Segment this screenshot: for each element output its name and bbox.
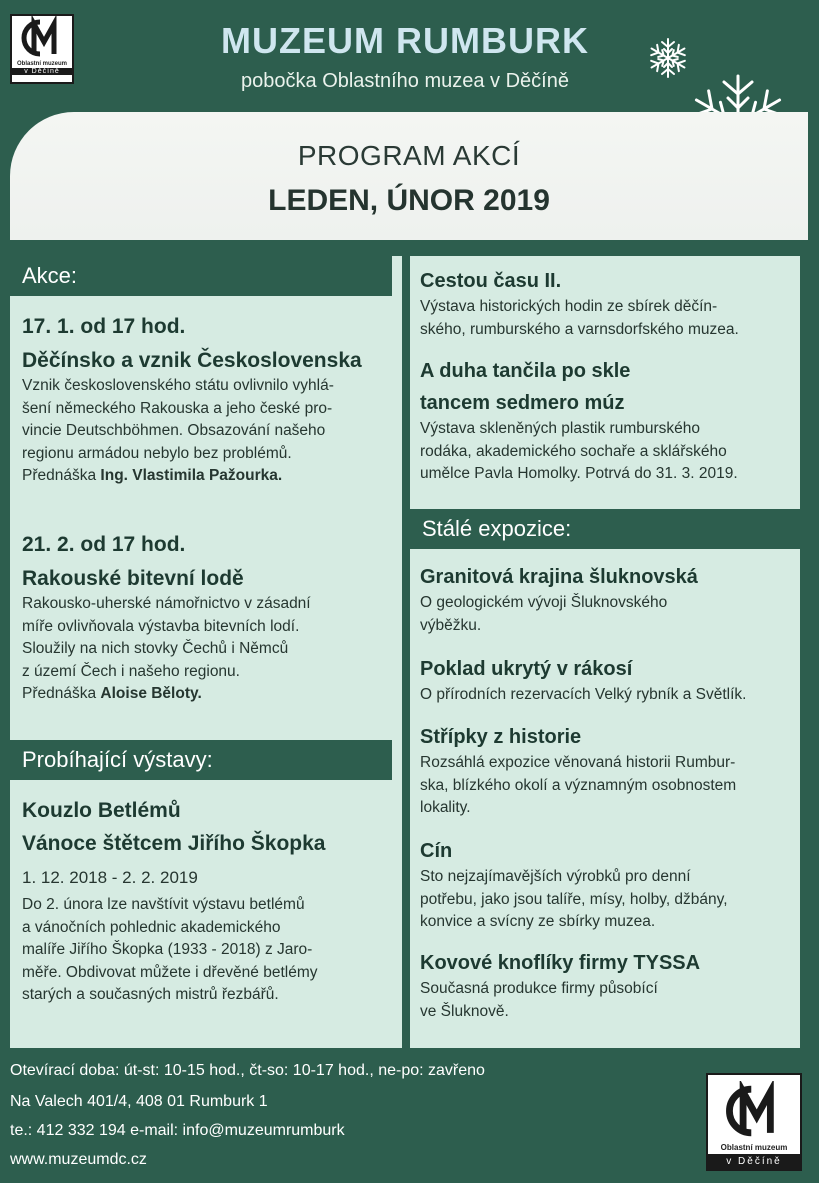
museum-title: MUZEUM RUMBURK [221, 20, 589, 61]
contact: te.: 412 332 194 e-mail: info@muzeumrumburk [10, 1122, 345, 1139]
exhibition-text [420, 418, 795, 486]
om-logo-icon [10, 14, 74, 84]
expo-poklad [420, 654, 800, 707]
event-date: 17. 1. od 17 hod. [22, 315, 186, 338]
snowflake-icon [646, 36, 690, 80]
expo-text [420, 684, 800, 707]
program-title: PROGRAM AKCÍ [297, 140, 521, 171]
expo-text-line: Současná produkce firmy působící [420, 980, 658, 997]
event-text [22, 593, 397, 706]
expo-text-line: O geologickém vývoji Šluknovského [420, 594, 668, 611]
expo-text-line: potřebu, jako jsou talíře, mísy, holby, džbány, [420, 890, 728, 908]
website-link[interactable]: www.muzeumdc.cz [10, 1151, 147, 1168]
event-text-line: Vznik československého státu ovlivnilo vyhlá- [22, 377, 334, 394]
program-banner [10, 112, 808, 240]
opening-hours: Otevírací doba: út-st: 10-15 hod., čt-so: 10-17 hod., ne-po: zavřeno [10, 1062, 485, 1079]
event-text-line: regionu armádou nebylo bez problémů. [22, 444, 292, 462]
logo-line-1: Oblastní muzeum [720, 1143, 788, 1152]
expo-text-line: O přírodních rezervacích Velký rybník a Světlík. [420, 686, 747, 703]
event-lecture [22, 465, 397, 488]
event-date: 21. 2. od 17 hod. [22, 533, 186, 556]
header [0, 0, 819, 110]
expo-text-line: ve Šluknově. [420, 1002, 509, 1020]
exhibition-text-line: měře. Obdivovat můžete i dřevěné betlémy [22, 963, 318, 981]
om-logo-mark [18, 16, 66, 60]
expo-text [420, 866, 795, 934]
exhibition-cestou-casu [420, 266, 795, 341]
event-text [22, 375, 397, 488]
current-exhibition [22, 796, 397, 1007]
expo-text-line: výběžku. [420, 616, 482, 634]
lecture-prefix: Přednáška [22, 467, 101, 484]
exhibition-title: A duha tančila po skle [420, 360, 631, 382]
om-logo-icon [706, 1073, 802, 1171]
event-text-line: šení německého Rakouska a jeho české pro- [22, 399, 333, 417]
om-logo-mark [718, 1081, 790, 1141]
exhibition-dates: 1. 12. 2018 - 2. 2. 2019 [22, 868, 198, 887]
museum-subtitle: pobočka Oblastního muzea v Děčíně [241, 70, 569, 92]
expo-title: Granitová krajina šluknovská [420, 566, 698, 588]
event-text-line: míře ovlivňovala výstavba bitevních lodí. [22, 617, 300, 635]
expo-granit [420, 562, 795, 637]
expo-text [420, 978, 795, 1023]
expo-title: Střípky z historie [420, 726, 582, 748]
logo-line-1: Oblastní muzeum [16, 61, 67, 67]
exhibition-text-line: starých a současných mistrů řezbářů. [22, 986, 279, 1003]
lecturer-name: Ing. Vlastimila Pažourka. [100, 467, 283, 484]
expo-text-line: lokality. [420, 799, 471, 816]
event-2 [22, 532, 397, 706]
program-period: LEDEN, ÚNOR 2019 [268, 184, 550, 217]
lecturer-name: Aloise Běloty. [100, 685, 202, 702]
event-text-line: z území Čech i našeho regionu. [22, 662, 240, 680]
expo-text-line: konvice a svícny ze sbírky muzea. [420, 913, 656, 930]
expo-title: Poklad ukrytý v rákosí [420, 658, 633, 680]
logo-line-2: v Děčíně [708, 1154, 800, 1169]
event-text-line: Sloužily na nich stovky Čechů i Němců [22, 640, 289, 657]
address: Na Valech 401/4, 408 01 Rumburk 1 [10, 1093, 268, 1110]
expo-stripky [420, 722, 795, 820]
expo-title: Cín [420, 840, 453, 862]
exhibition-text-line: Do 2. února lze navštívit výstavu betlémů [22, 896, 305, 913]
event-title: Rakouské bitevní lodě [22, 567, 244, 590]
exhibition-subtitle: Vánoce štětcem Jiřího Škopka [22, 832, 326, 855]
event-lecture [22, 683, 397, 706]
exhibition-title: Kouzlo Betlémů [22, 799, 181, 822]
exhibition-text [420, 296, 795, 341]
exhibition-text-line: ského, rumburského a varnsdorfského muzea. [420, 320, 739, 338]
exhibition-text-line: Výstava historických hodin ze sbírek děčín- [420, 298, 718, 315]
exhibition-title: Cestou času II. [420, 270, 562, 292]
event-1 [22, 314, 397, 488]
event-title: Děčínsko a vznik Československa [22, 349, 362, 372]
exhibition-title: tancem sedmero múz [420, 392, 625, 414]
expo-text-line: ska, blízkého okolí a významným osobnostem [420, 776, 737, 794]
exhibition-text-line: malíře Jiřího Škopka (1933 - 2018) z Jaro- [22, 941, 313, 958]
expo-text-line: Sto nejzajímavějších výrobků pro denní [420, 868, 691, 885]
exhibition-text [22, 894, 397, 1007]
logo-line-2: v Děčíně [12, 68, 72, 75]
exhibition-text-line: umělce Pavla Homolky. Potrvá do 31. 3. 2019. [420, 465, 738, 482]
expo-text-line: Rozsáhlá expozice věnovaná historii Rumbur- [420, 754, 736, 771]
exhibition-text-line: rodáka, akademického sochaře a sklářského [420, 442, 727, 460]
section-heading-stale: Stálé expozice: [410, 509, 800, 549]
section-heading-probihajici: Probíhající výstavy: [10, 740, 392, 780]
exhibition-text-line: Výstava skleněných plastik rumburského [420, 420, 700, 437]
event-text-line: vincie Deutschböhmen. Obsazování našeho [22, 422, 326, 439]
expo-text [420, 592, 795, 637]
lecture-prefix: Přednáška [22, 685, 101, 702]
event-text-line: Rakousko-uherské námořnictvo v zásadní [22, 595, 311, 612]
expo-title: Kovové knoflíky firmy TYSSA [420, 952, 701, 974]
expo-knofliky [420, 948, 795, 1023]
expo-text [420, 752, 795, 820]
exhibition-text-line: a vánočních pohlednic akademického [22, 918, 281, 936]
expo-cin [420, 836, 795, 934]
section-heading-akce: Akce: [10, 256, 392, 296]
exhibition-duha [420, 356, 795, 486]
